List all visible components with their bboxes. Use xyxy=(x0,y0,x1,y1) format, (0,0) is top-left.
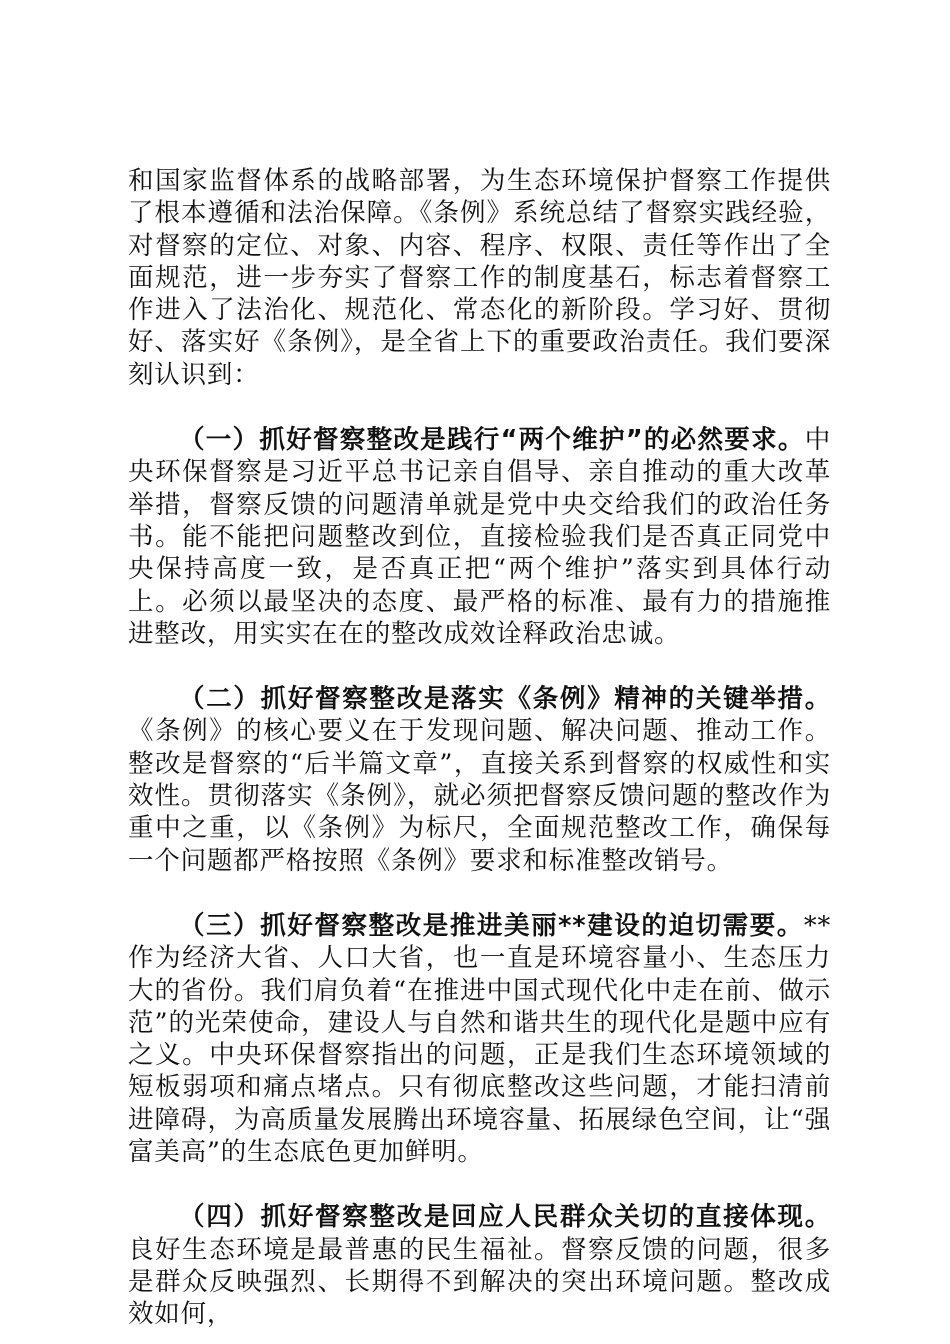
paragraph-point-3 xyxy=(128,910,831,1168)
paragraph-body: 中央环保督察是习近平总书记亲自倡导、亲自推动的重大改革举措，督察反馈的问题清单就是党中央交给我们的政治任务书。能不能把问题整改到位，直接检验我们是否真正同党中央保持高度一致，是否真正把“两个维护”落实到具体行动上。必须以最坚决的态度、最严格的标准、最有力的措施推进整改，用实实在在的整改成效诠释政治忠诚。 xyxy=(128,425,831,649)
paragraph-body: 良好生态环境是最普惠的民生福祉。督察反馈的问题，很多是群众反映强烈、长期得不到解决的突出环境问题。整改成效如何， xyxy=(128,1234,831,1330)
paragraph-heading: （二）抓好督察整改是落实《条例》精神的关键举措。 xyxy=(179,684,831,715)
paragraph-point-4 xyxy=(128,1201,831,1330)
paragraph-body: 《条例》的核心要义在于发现问题、解决问题、推动工作。整改是督察的“后半篇文章”，直接关系到督察的权威性和实效性。贯彻落实《条例》，就必须把督察反馈问题的整改作为重中之重，以《条例》为标尺，全面规范整改工作，确保每一个问题都严格按照《条例》要求和标准整改销号。 xyxy=(128,716,831,876)
paragraph-heading: （四）抓好督察整改是回应人民群众关切的直接体现。 xyxy=(179,1202,831,1233)
paragraph-heading: （三）抓好督察整改是推进美丽**建设的迫切需要。 xyxy=(179,910,804,941)
paragraph-heading: （一）抓好督察整改是践行“两个维护”的必然要求。 xyxy=(179,425,805,456)
paragraph-point-2 xyxy=(128,683,831,877)
paragraph-point-1 xyxy=(128,424,831,650)
paragraph-intro-continuation xyxy=(128,165,831,391)
document-page xyxy=(128,165,831,1331)
paragraph-body: 和国家监督体系的战略部署，为生态环境保护督察工作提供了根本遵循和法治保障。《条例》系统总结了督察实践经验，对督察的定位、对象、内容、程序、权限、责任等作出了全面规范，进一步夯实了督察工作的制度基石，标志着督察工作进入了法治化、规范化、常态化的新阶段。学习好、贯彻好、落实好《条例》，是全省上下的重要政治责任。我们要深刻认识到： xyxy=(128,166,831,390)
paragraph-body: **作为经济大省、人口大省，也一直是环境容量小、生态压力大的省份。我们肩负着“在推进中国式现代化中走在前、做示范”的光荣使命，建设人与自然和谐共生的现代化是题中应有之义。中央环保督察指出的问题，正是我们生态环境领域的短板弱项和痛点堵点。只有彻底整改这些问题，才能扫清前进障碍，为高质量发展腾出环境容量、拓展绿色空间，让“强富美高”的生态底色更加鲜明。 xyxy=(128,910,831,1168)
